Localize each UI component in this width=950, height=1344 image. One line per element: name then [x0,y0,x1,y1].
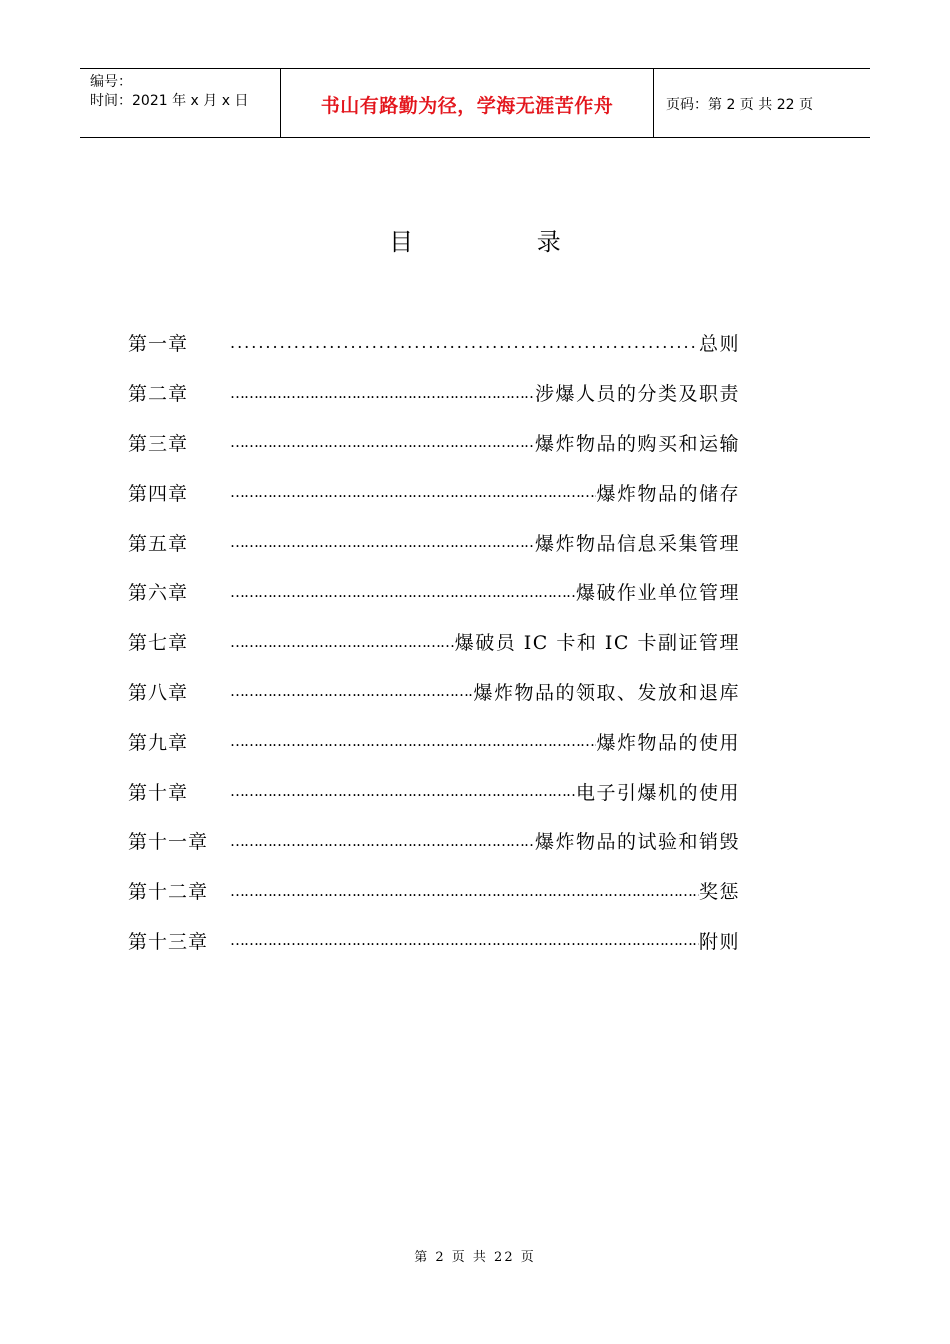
toc-title: 总则 [698,333,740,356]
toc-entry[interactable] [128,766,740,816]
toc-title: 爆破员 IC 卡和 IC 卡副证管理 [454,632,740,655]
header-page-cell [654,69,870,137]
toc-leader [230,530,535,554]
toc-chapter: 第一章 [128,333,189,356]
toc-entry[interactable] [128,816,740,866]
toc-chapter: 第二章 [128,383,189,406]
page-info: 页码：第 2 页 共 22 页 [666,97,813,113]
toc-leader [230,928,699,952]
time-label: 时间：2021 年 x 月 x 日 [90,93,249,109]
serial-label: 编号： [90,74,132,90]
toc-entry[interactable] [128,517,740,567]
toc-entry[interactable] [128,716,740,766]
toc-entry[interactable] [128,667,740,717]
toc-leader [230,879,699,903]
toc-leader [230,729,596,753]
toc-leader [230,630,455,654]
toc-title: 爆炸物品的储存 [596,482,740,505]
header-motto-cell [281,69,654,137]
toc-entry[interactable] [128,467,740,517]
toc-chapter: 第四章 [128,482,189,505]
toc-leader [230,779,576,803]
header-meta-cell [80,69,281,137]
page-title: 目 录 [389,228,619,256]
toc-entry[interactable] [128,318,740,368]
toc-leader [230,580,576,604]
toc-title: 爆炸物品信息采集管理 [534,532,740,555]
toc-leader [230,331,699,355]
toc-title: 涉爆人员的分类及职责 [534,383,740,406]
toc-entry[interactable] [128,916,740,966]
toc-chapter: 第十一章 [128,831,209,854]
toc-chapter: 第七章 [128,632,189,655]
toc-title: 爆破作业单位管理 [575,582,740,605]
toc-chapter: 第五章 [128,532,189,555]
toc-leader [230,381,535,405]
motto: 书山有路勤为径，学海无涯苦作舟 [320,95,614,117]
toc-title: 附则 [698,930,740,953]
toc-chapter: 第六章 [128,582,189,605]
toc-entry[interactable] [128,418,740,468]
toc-title: 电子引爆机的使用 [575,781,740,804]
toc-title: 爆炸物品的试验和销毁 [534,831,740,854]
toc-leader [230,430,535,454]
toc-leader [230,679,473,703]
toc-entry[interactable] [128,617,740,667]
toc-entry[interactable] [128,866,740,916]
toc-entry[interactable] [128,567,740,617]
toc-leader [230,829,535,853]
toc-leader [230,480,596,504]
toc-chapter: 第十二章 [128,881,209,904]
toc-title: 奖惩 [698,881,740,904]
page-footer: 第 2 页 共 22 页 [414,1250,536,1265]
toc-chapter: 第十三章 [128,930,209,953]
toc-entry[interactable] [128,368,740,418]
toc-title: 爆炸物品的购买和运输 [534,432,740,455]
toc-chapter: 第三章 [128,432,189,455]
toc-title: 爆炸物品的领取、发放和退库 [473,681,740,704]
toc-title: 爆炸物品的使用 [596,731,740,754]
page-header [80,68,870,138]
toc-chapter: 第十章 [128,781,189,804]
toc-chapter: 第八章 [128,681,189,704]
table-of-contents [128,318,740,965]
toc-chapter: 第九章 [128,731,189,754]
